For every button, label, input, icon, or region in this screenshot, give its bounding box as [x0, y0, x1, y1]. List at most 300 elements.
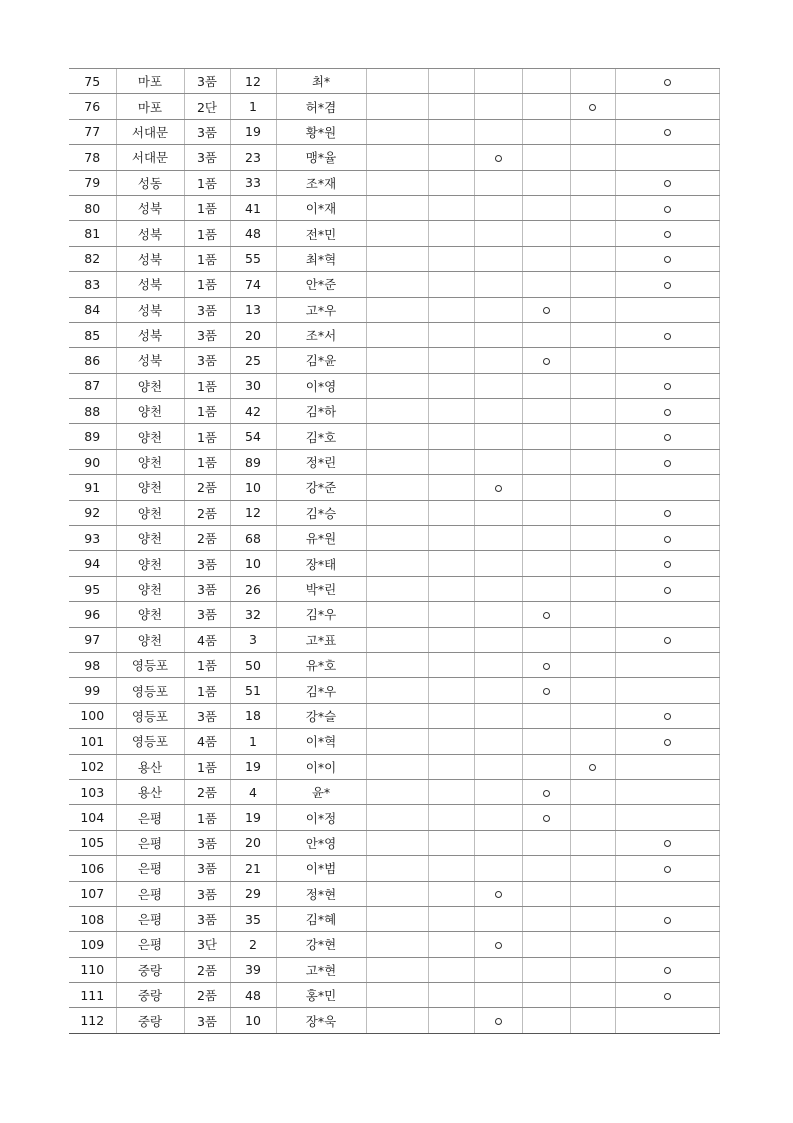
name-cell: 고*우: [276, 297, 366, 322]
check-cell-1: [366, 399, 428, 424]
check-cell-1: [366, 754, 428, 779]
check-cell-4: [522, 145, 570, 170]
grade-cell: 1품: [184, 754, 230, 779]
check-cell-4: [522, 983, 570, 1008]
exam-number-cell: 20: [230, 830, 276, 855]
exam-number-cell: 29: [230, 881, 276, 906]
check-cell-3: [474, 856, 522, 881]
grade-cell: 3품: [184, 602, 230, 627]
check-cell-4: [522, 906, 570, 931]
check-cell-2: [428, 957, 474, 982]
grade-cell: 1품: [184, 424, 230, 449]
table-row: [69, 348, 719, 373]
check-cell-3: [474, 983, 522, 1008]
grade-cell: 3품: [184, 881, 230, 906]
check-cell-5: [570, 957, 615, 982]
check-cell-5: [570, 272, 615, 297]
name-cell: 정*현: [276, 881, 366, 906]
exam-number-cell: 23: [230, 145, 276, 170]
row-number-cell: 82: [69, 246, 116, 271]
name-cell: 김*혜: [276, 906, 366, 931]
grade-cell: 3품: [184, 145, 230, 170]
name-cell: 김*승: [276, 500, 366, 525]
check-cell-3: [474, 399, 522, 424]
row-number-cell: 84: [69, 297, 116, 322]
check-cell-6: [615, 906, 719, 931]
check-cell-4: [522, 119, 570, 144]
check-cell-3: [474, 729, 522, 754]
row-number-cell: 107: [69, 881, 116, 906]
check-cell-2: [428, 551, 474, 576]
row-number-cell: 104: [69, 805, 116, 830]
check-cell-4: [522, 805, 570, 830]
check-cell-2: [428, 729, 474, 754]
check-cell-1: [366, 373, 428, 398]
check-cell-5: [570, 729, 615, 754]
grade-cell: 4품: [184, 729, 230, 754]
circle-mark-icon: [543, 815, 550, 822]
check-cell-1: [366, 983, 428, 1008]
grade-cell: 1품: [184, 246, 230, 271]
table-row: [69, 119, 719, 144]
grade-cell: 1품: [184, 399, 230, 424]
row-number-cell: 110: [69, 957, 116, 982]
check-cell-4: [522, 500, 570, 525]
region-cell: 영등포: [116, 729, 184, 754]
check-cell-1: [366, 119, 428, 144]
name-cell: 김*우: [276, 602, 366, 627]
circle-mark-icon: [664, 256, 671, 263]
check-cell-4: [522, 754, 570, 779]
row-number-cell: 96: [69, 602, 116, 627]
circle-mark-icon: [664, 637, 671, 644]
check-cell-1: [366, 348, 428, 373]
check-cell-5: [570, 500, 615, 525]
check-cell-2: [428, 145, 474, 170]
check-cell-5: [570, 195, 615, 220]
grade-cell: 3품: [184, 551, 230, 576]
name-cell: 안*영: [276, 830, 366, 855]
exam-number-cell: 18: [230, 703, 276, 728]
region-cell: 양천: [116, 526, 184, 551]
table-row: [69, 856, 719, 881]
check-cell-6: [615, 932, 719, 957]
circle-mark-icon: [543, 358, 550, 365]
exam-number-cell: 48: [230, 983, 276, 1008]
name-cell: 정*린: [276, 449, 366, 474]
table-row: [69, 678, 719, 703]
check-cell-2: [428, 475, 474, 500]
row-number-cell: 108: [69, 906, 116, 931]
region-cell: 양천: [116, 373, 184, 398]
row-number-cell: 90: [69, 449, 116, 474]
check-cell-3: [474, 322, 522, 347]
check-cell-3: [474, 500, 522, 525]
check-cell-1: [366, 779, 428, 804]
circle-mark-icon: [495, 485, 502, 492]
check-cell-2: [428, 272, 474, 297]
check-cell-3: [474, 69, 522, 94]
check-cell-6: [615, 830, 719, 855]
check-cell-1: [366, 449, 428, 474]
check-cell-2: [428, 576, 474, 601]
check-cell-3: [474, 703, 522, 728]
exam-number-cell: 74: [230, 272, 276, 297]
exam-number-cell: 33: [230, 170, 276, 195]
check-cell-5: [570, 627, 615, 652]
exam-number-cell: 12: [230, 500, 276, 525]
check-cell-4: [522, 373, 570, 398]
region-cell: 성북: [116, 297, 184, 322]
exam-number-cell: 2: [230, 932, 276, 957]
circle-mark-icon: [664, 180, 671, 187]
check-cell-3: [474, 957, 522, 982]
grade-cell: 3품: [184, 576, 230, 601]
check-cell-2: [428, 500, 474, 525]
check-cell-1: [366, 678, 428, 703]
name-cell: 조*서: [276, 322, 366, 347]
check-cell-3: [474, 576, 522, 601]
exam-number-cell: 68: [230, 526, 276, 551]
grade-cell: 3품: [184, 830, 230, 855]
check-cell-6: [615, 957, 719, 982]
check-cell-4: [522, 856, 570, 881]
check-cell-2: [428, 602, 474, 627]
table-row: [69, 729, 719, 754]
circle-mark-icon: [664, 536, 671, 543]
name-cell: 황*원: [276, 119, 366, 144]
check-cell-4: [522, 424, 570, 449]
table-row: [69, 246, 719, 271]
circle-mark-icon: [664, 206, 671, 213]
check-cell-6: [615, 602, 719, 627]
circle-mark-icon: [664, 840, 671, 847]
check-cell-3: [474, 602, 522, 627]
check-cell-2: [428, 94, 474, 119]
check-cell-6: [615, 195, 719, 220]
row-number-cell: 102: [69, 754, 116, 779]
exam-number-cell: 30: [230, 373, 276, 398]
check-cell-3: [474, 906, 522, 931]
table-row: [69, 424, 719, 449]
check-cell-6: [615, 1008, 719, 1033]
check-cell-1: [366, 145, 428, 170]
circle-mark-icon: [664, 587, 671, 594]
table-row: [69, 145, 719, 170]
check-cell-2: [428, 69, 474, 94]
check-cell-6: [615, 297, 719, 322]
exam-number-cell: 41: [230, 195, 276, 220]
exam-number-cell: 19: [230, 119, 276, 144]
check-cell-2: [428, 424, 474, 449]
row-number-cell: 106: [69, 856, 116, 881]
row-number-cell: 85: [69, 322, 116, 347]
table-row: [69, 881, 719, 906]
exam-number-cell: 39: [230, 957, 276, 982]
check-cell-3: [474, 195, 522, 220]
check-cell-4: [522, 932, 570, 957]
table-row: [69, 297, 719, 322]
check-cell-6: [615, 94, 719, 119]
name-cell: 강*현: [276, 932, 366, 957]
check-cell-1: [366, 602, 428, 627]
table-row: [69, 322, 719, 347]
check-cell-4: [522, 69, 570, 94]
check-cell-4: [522, 602, 570, 627]
check-cell-4: [522, 475, 570, 500]
grade-cell: 1품: [184, 805, 230, 830]
table-row: [69, 652, 719, 677]
check-cell-4: [522, 526, 570, 551]
exam-number-cell: 1: [230, 94, 276, 119]
check-cell-6: [615, 145, 719, 170]
region-cell: 중랑: [116, 983, 184, 1008]
region-cell: 양천: [116, 424, 184, 449]
table-row: [69, 576, 719, 601]
check-cell-4: [522, 94, 570, 119]
check-cell-1: [366, 424, 428, 449]
results-table: [69, 68, 719, 1034]
table-row: [69, 906, 719, 931]
exam-number-cell: 25: [230, 348, 276, 373]
region-cell: 영등포: [116, 652, 184, 677]
check-cell-4: [522, 576, 570, 601]
check-cell-5: [570, 119, 615, 144]
check-cell-6: [615, 627, 719, 652]
check-cell-1: [366, 551, 428, 576]
check-cell-1: [366, 297, 428, 322]
check-cell-1: [366, 881, 428, 906]
region-cell: 성북: [116, 246, 184, 271]
check-cell-5: [570, 246, 615, 271]
check-cell-6: [615, 500, 719, 525]
grade-cell: 2품: [184, 500, 230, 525]
check-cell-3: [474, 754, 522, 779]
region-cell: 중랑: [116, 1008, 184, 1033]
check-cell-5: [570, 678, 615, 703]
circle-mark-icon: [495, 942, 502, 949]
check-cell-4: [522, 170, 570, 195]
check-cell-6: [615, 729, 719, 754]
grade-cell: 3품: [184, 322, 230, 347]
check-cell-5: [570, 475, 615, 500]
check-cell-6: [615, 551, 719, 576]
row-number-cell: 76: [69, 94, 116, 119]
check-cell-6: [615, 348, 719, 373]
exam-number-cell: 20: [230, 322, 276, 347]
check-cell-5: [570, 1008, 615, 1033]
check-cell-1: [366, 830, 428, 855]
check-cell-3: [474, 678, 522, 703]
exam-number-cell: 12: [230, 69, 276, 94]
check-cell-1: [366, 246, 428, 271]
check-cell-3: [474, 881, 522, 906]
region-cell: 영등포: [116, 678, 184, 703]
region-cell: 용산: [116, 779, 184, 804]
check-cell-6: [615, 983, 719, 1008]
check-cell-3: [474, 805, 522, 830]
check-cell-1: [366, 322, 428, 347]
check-cell-3: [474, 830, 522, 855]
check-cell-5: [570, 576, 615, 601]
grade-cell: 1품: [184, 272, 230, 297]
check-cell-2: [428, 703, 474, 728]
exam-number-cell: 32: [230, 602, 276, 627]
exam-number-cell: 55: [230, 246, 276, 271]
grade-cell: 3품: [184, 1008, 230, 1033]
check-cell-1: [366, 576, 428, 601]
row-number-cell: 88: [69, 399, 116, 424]
region-cell: 양천: [116, 500, 184, 525]
check-cell-6: [615, 69, 719, 94]
name-cell: 이*재: [276, 195, 366, 220]
check-cell-2: [428, 805, 474, 830]
check-cell-6: [615, 652, 719, 677]
check-cell-5: [570, 94, 615, 119]
check-cell-6: [615, 779, 719, 804]
results-sheet: [69, 68, 719, 1034]
check-cell-4: [522, 779, 570, 804]
check-cell-4: [522, 297, 570, 322]
check-cell-4: [522, 272, 570, 297]
grade-cell: 3품: [184, 906, 230, 931]
table-row: [69, 272, 719, 297]
circle-mark-icon: [664, 383, 671, 390]
region-cell: 용산: [116, 754, 184, 779]
exam-number-cell: 48: [230, 221, 276, 246]
check-cell-6: [615, 246, 719, 271]
row-number-cell: 98: [69, 652, 116, 677]
grade-cell: 3품: [184, 348, 230, 373]
check-cell-2: [428, 983, 474, 1008]
table-row: [69, 703, 719, 728]
check-cell-3: [474, 475, 522, 500]
exam-number-cell: 54: [230, 424, 276, 449]
region-cell: 양천: [116, 475, 184, 500]
grade-cell: 2품: [184, 983, 230, 1008]
region-cell: 서대문: [116, 145, 184, 170]
grade-cell: 1품: [184, 221, 230, 246]
name-cell: 장*욱: [276, 1008, 366, 1033]
check-cell-4: [522, 551, 570, 576]
name-cell: 유*호: [276, 652, 366, 677]
check-cell-5: [570, 830, 615, 855]
check-cell-6: [615, 221, 719, 246]
circle-mark-icon: [543, 663, 550, 670]
check-cell-6: [615, 399, 719, 424]
check-cell-6: [615, 678, 719, 703]
check-cell-1: [366, 1008, 428, 1033]
circle-mark-icon: [664, 129, 671, 136]
check-cell-5: [570, 348, 615, 373]
check-cell-2: [428, 221, 474, 246]
row-number-cell: 87: [69, 373, 116, 398]
table-row: [69, 69, 719, 94]
table-row: [69, 399, 719, 424]
row-number-cell: 92: [69, 500, 116, 525]
check-cell-5: [570, 449, 615, 474]
row-number-cell: 93: [69, 526, 116, 551]
region-cell: 중랑: [116, 957, 184, 982]
region-cell: 은평: [116, 830, 184, 855]
check-cell-6: [615, 322, 719, 347]
check-cell-2: [428, 348, 474, 373]
exam-number-cell: 10: [230, 475, 276, 500]
exam-number-cell: 1: [230, 729, 276, 754]
check-cell-4: [522, 195, 570, 220]
table-row: [69, 526, 719, 551]
circle-mark-icon: [664, 993, 671, 1000]
grade-cell: 1품: [184, 449, 230, 474]
table-row: [69, 170, 719, 195]
check-cell-5: [570, 424, 615, 449]
table-row: [69, 449, 719, 474]
region-cell: 성북: [116, 221, 184, 246]
check-cell-4: [522, 348, 570, 373]
check-cell-4: [522, 881, 570, 906]
region-cell: 영등포: [116, 703, 184, 728]
grade-cell: 3품: [184, 856, 230, 881]
check-cell-1: [366, 170, 428, 195]
circle-mark-icon: [664, 333, 671, 340]
grade-cell: 2품: [184, 957, 230, 982]
check-cell-2: [428, 652, 474, 677]
grade-cell: 2품: [184, 779, 230, 804]
row-number-cell: 112: [69, 1008, 116, 1033]
check-cell-1: [366, 703, 428, 728]
check-cell-4: [522, 399, 570, 424]
check-cell-1: [366, 729, 428, 754]
check-cell-1: [366, 627, 428, 652]
table-row: [69, 932, 719, 957]
check-cell-5: [570, 221, 615, 246]
check-cell-2: [428, 830, 474, 855]
region-cell: 양천: [116, 399, 184, 424]
circle-mark-icon: [664, 713, 671, 720]
check-cell-5: [570, 526, 615, 551]
region-cell: 서대문: [116, 119, 184, 144]
table-row: [69, 500, 719, 525]
exam-number-cell: 50: [230, 652, 276, 677]
check-cell-1: [366, 272, 428, 297]
name-cell: 김*윤: [276, 348, 366, 373]
name-cell: 김*우: [276, 678, 366, 703]
check-cell-4: [522, 703, 570, 728]
row-number-cell: 94: [69, 551, 116, 576]
exam-number-cell: 21: [230, 856, 276, 881]
circle-mark-icon: [664, 561, 671, 568]
table-row: [69, 779, 719, 804]
name-cell: 이*범: [276, 856, 366, 881]
table-row: [69, 627, 719, 652]
check-cell-1: [366, 500, 428, 525]
check-cell-3: [474, 297, 522, 322]
circle-mark-icon: [589, 104, 596, 111]
check-cell-6: [615, 526, 719, 551]
grade-cell: 2단: [184, 94, 230, 119]
check-cell-2: [428, 678, 474, 703]
name-cell: 전*민: [276, 221, 366, 246]
check-cell-3: [474, 449, 522, 474]
table-row: [69, 94, 719, 119]
name-cell: 김*호: [276, 424, 366, 449]
check-cell-4: [522, 678, 570, 703]
check-cell-2: [428, 170, 474, 195]
name-cell: 윤*: [276, 779, 366, 804]
name-cell: 강*슬: [276, 703, 366, 728]
exam-number-cell: 10: [230, 1008, 276, 1033]
table-row: [69, 551, 719, 576]
